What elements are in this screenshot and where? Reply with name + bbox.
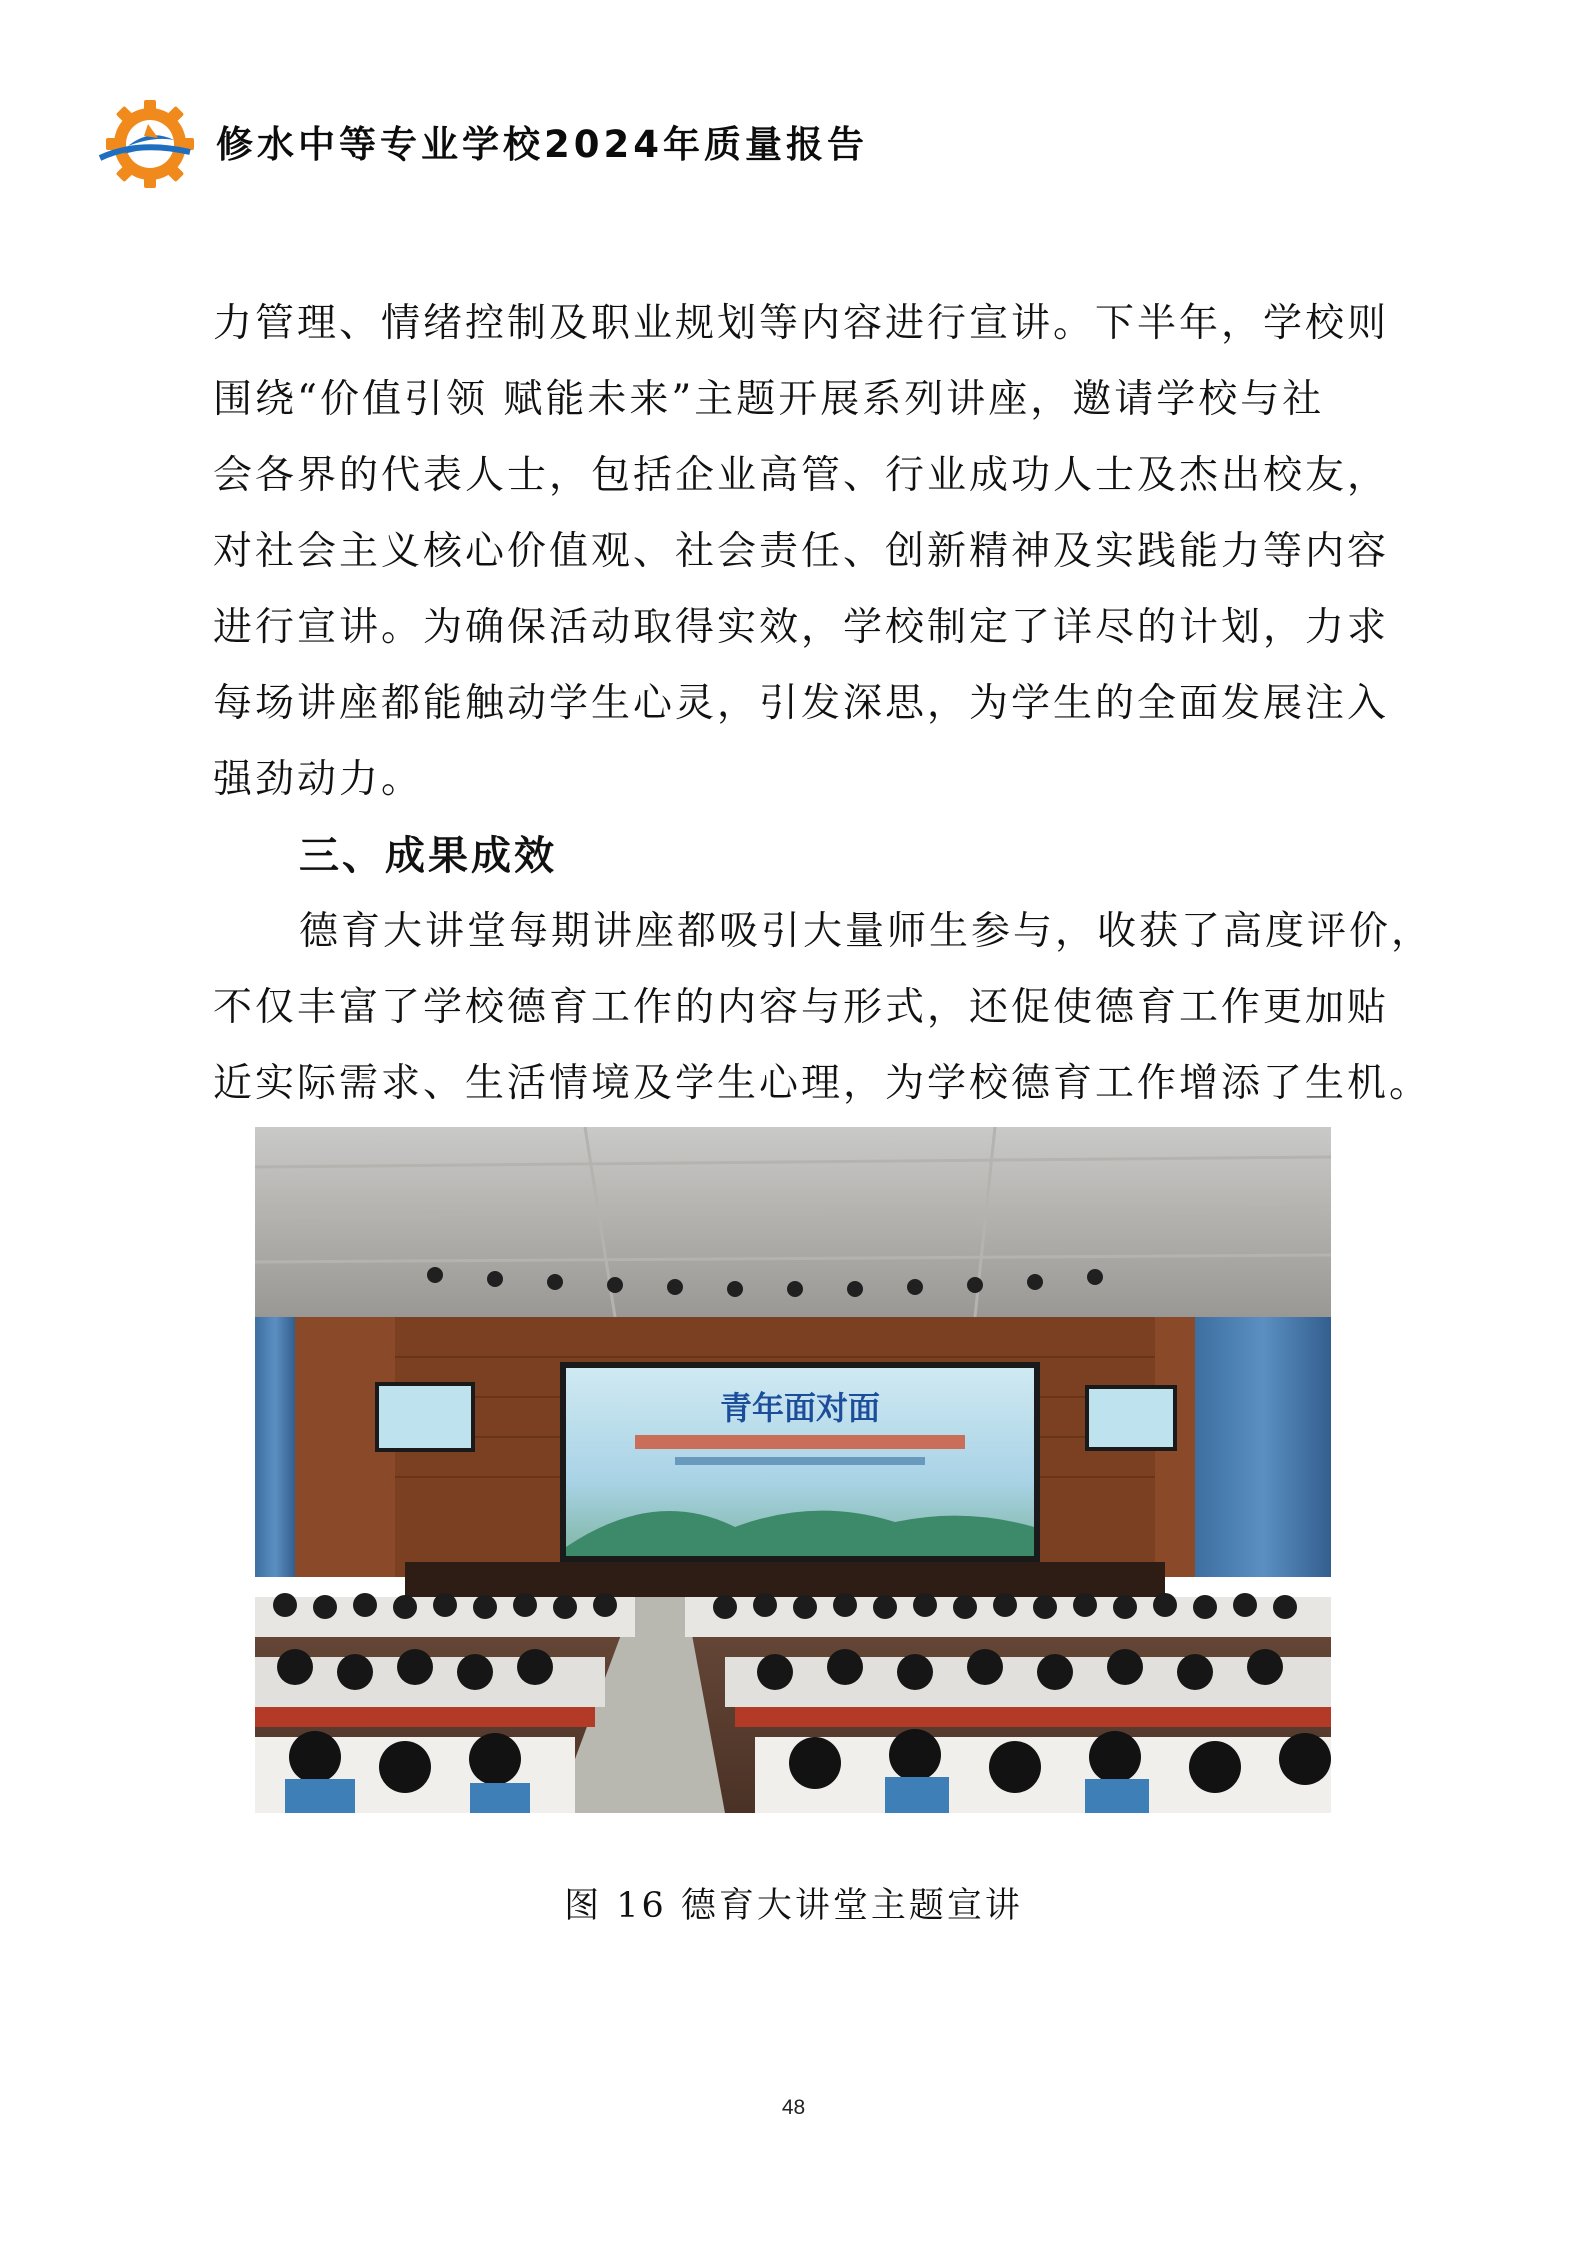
text-line: 围绕“价值引领 赋能未来”主题开展系列讲座，邀请学校与社: [213, 377, 1325, 422]
screen-title: 青年面对面: [719, 1389, 881, 1427]
report-title: 修水中等专业学校2024年质量报告: [216, 123, 868, 166]
school-logo-icon: [98, 100, 194, 190]
text-line: 德育大讲堂每期讲座都吸引大量师生参与，收获了高度评价，: [299, 909, 1434, 954]
figure-caption: 图 16 德育大讲堂主题宣讲: [564, 1886, 1023, 1926]
paragraph-2: [213, 894, 1434, 1122]
page-header: [98, 100, 1198, 190]
text-line: 强劲动力。: [213, 757, 424, 802]
auditorium-illustration: [255, 1127, 1331, 1813]
text-line: 力管理、情绪控制及职业规划等内容进行宣讲。下半年，学校则: [213, 301, 1390, 346]
text-line: 进行宣讲。为确保活动取得实效，学校制定了详尽的计划，力求: [213, 605, 1390, 650]
text-line: 对社会主义核心价值观、社会责任、创新精神及实践能力等内容: [213, 529, 1390, 574]
text-line: 不仅丰富了学校德育工作的内容与形式，还促使德育工作更加贴: [213, 985, 1390, 1030]
section-heading: 三、成果成效: [299, 833, 557, 879]
page-number: 48: [781, 2096, 806, 2119]
text-line: 近实际需求、生活情境及学生心理，为学校德育工作增添了生机。: [213, 1061, 1432, 1106]
body-content: [213, 286, 1434, 1122]
paragraph-1: [213, 286, 1393, 818]
text-line: 会各界的代表人士，包括企业高管、行业成功人士及杰出校友，: [213, 453, 1390, 498]
auditorium-photo: [255, 1127, 1331, 1813]
text-line: 每场讲座都能触动学生心灵，引发深思，为学生的全面发展注入: [213, 681, 1390, 726]
